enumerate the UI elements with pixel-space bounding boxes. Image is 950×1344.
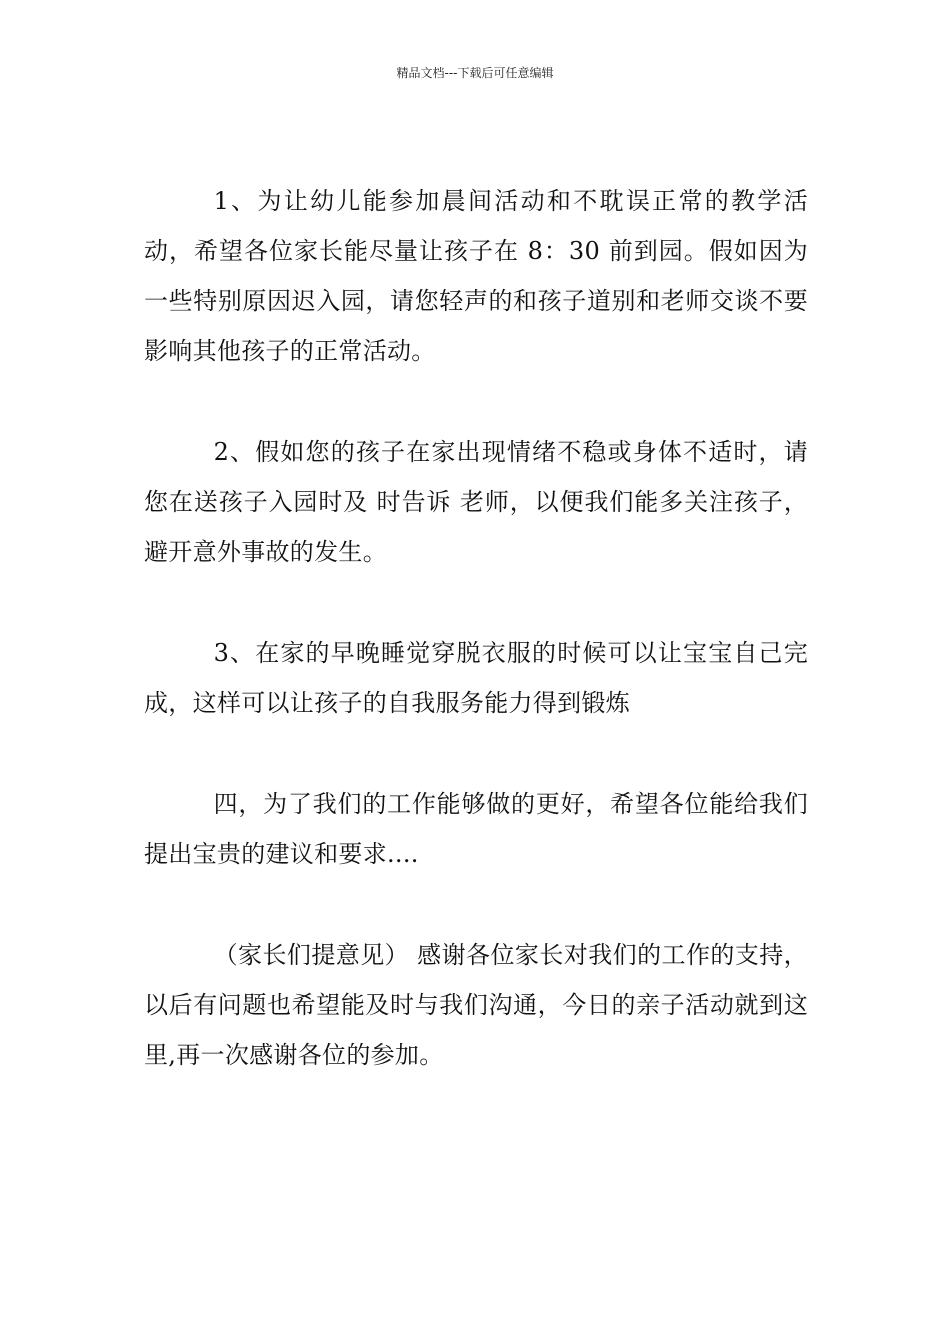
paragraph-arrival-time: 1、为让幼儿能参加晨间活动和不耽误正常的教学活动，希望各位家长能尽量让孩子在 8：30 前到园。假如因为一些特别原因迟入园，请您轻声的和孩子道别和老师交谈不要影响其他孩子的正常活动。 <box>144 187 808 365</box>
paragraph-self-care: 3、在家的早晚睡觉穿脱衣服的时候可以让宝宝自己完成，这样可以让孩子的自我服务能力得到锻炼 <box>144 639 808 717</box>
paragraph-health-notice: 2、假如您的孩子在家出现情绪不稳或身体不适时，请您在送孩子入园时及 时告诉 老师，以便我们能多关注孩子，避开意外事故的发生。 <box>144 438 808 566</box>
paragraph-closing: （家长们提意见） 感谢各位家长对我们的工作的支持，以后有问题也希望能及时与我们沟通，今日的亲子活动就到这里,再一次感谢各位的参加。 <box>144 941 808 1069</box>
paragraph-suggestions: 四，为了我们的工作能够做的更好，希望各位能给我们提出宝贵的建议和要求.... <box>144 790 808 868</box>
page-header: 精品文档---下载后可任意编辑 <box>396 66 554 80</box>
document-body <box>144 176 808 1131</box>
